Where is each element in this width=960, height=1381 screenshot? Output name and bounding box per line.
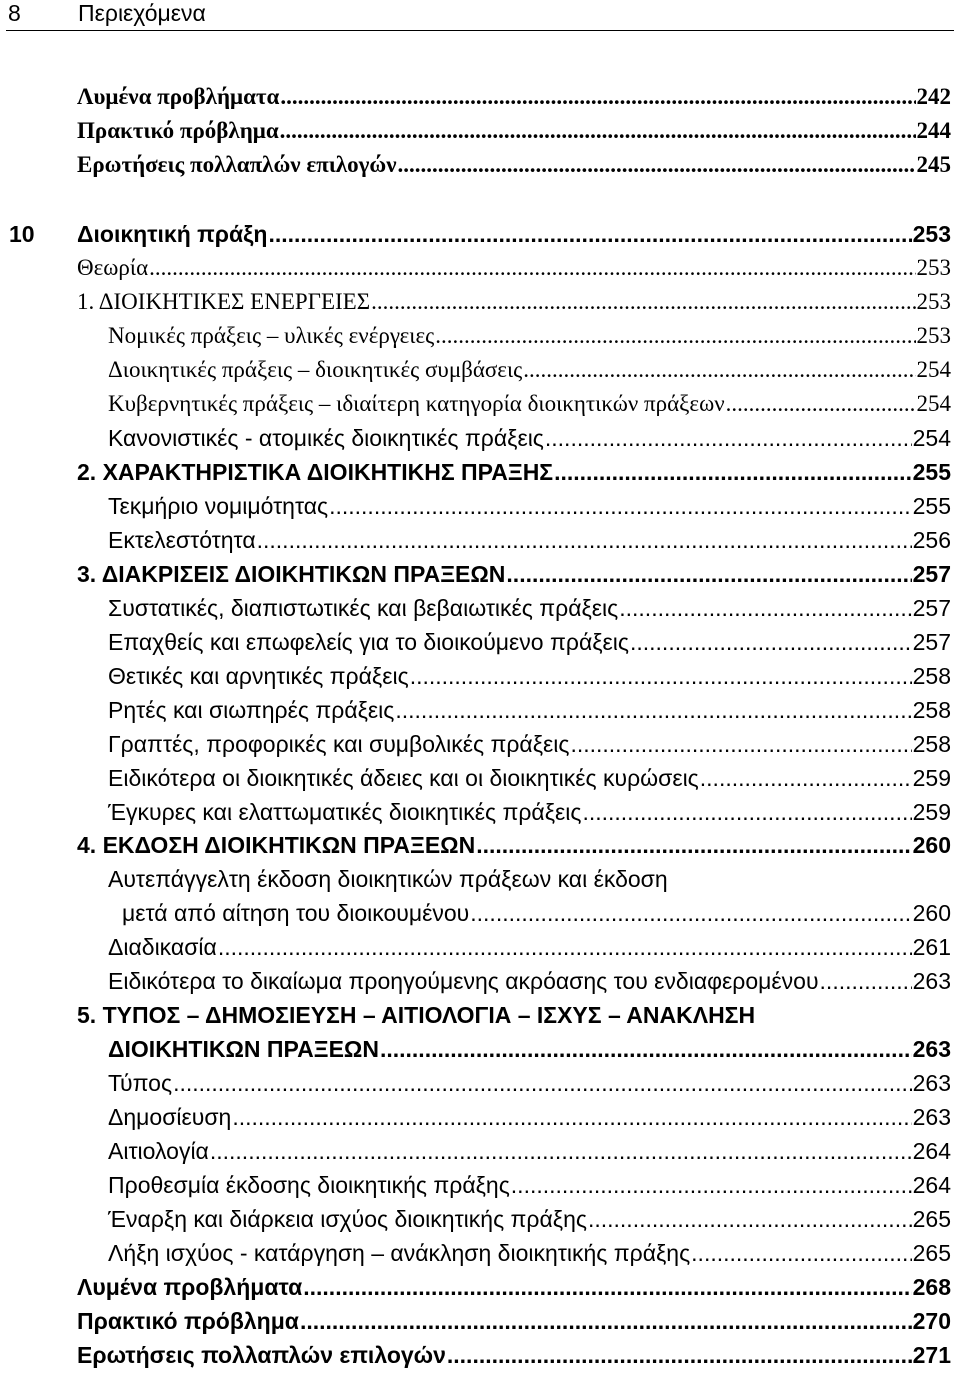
toc-entry-page: 258 bbox=[912, 663, 951, 689]
toc-entry[interactable] bbox=[0, 321, 960, 353]
toc-entry[interactable] bbox=[0, 1238, 960, 1270]
toc-entry-title: Ρητές και σιωπηρές πράξεις bbox=[108, 697, 395, 723]
dot-leader bbox=[726, 389, 916, 419]
toc-entry-title: Έναρξη και διάρκεια ισχύος διοικητικής πράξης bbox=[108, 1206, 587, 1232]
dot-leader bbox=[506, 559, 911, 589]
toc-entry-title: Εκτελεστότητα bbox=[108, 527, 256, 553]
toc-entry-title: Δημοσίευση bbox=[108, 1104, 232, 1130]
toc-entry[interactable] bbox=[0, 457, 960, 489]
toc-entry-title: Διοικητικές πράξεις – διοικητικές συμβάσεις bbox=[108, 357, 523, 382]
toc-entry-page: 264 bbox=[912, 1138, 951, 1164]
toc-entry-page: 265 bbox=[912, 1240, 951, 1266]
toc-entry[interactable] bbox=[0, 287, 960, 319]
toc-entry-title: Διαδικασία bbox=[108, 934, 217, 960]
toc-entry-page: 257 bbox=[912, 629, 951, 655]
toc-entry[interactable] bbox=[0, 389, 960, 421]
toc-entry-page: 242 bbox=[916, 84, 951, 109]
toc-entry-page: 255 bbox=[912, 459, 951, 485]
toc-entry[interactable] bbox=[0, 1034, 960, 1066]
toc-entry-page: 253 bbox=[912, 221, 951, 247]
dot-leader bbox=[371, 287, 915, 317]
toc-entry-title: Πρακτικό πρόβλημα bbox=[77, 118, 279, 143]
dot-leader bbox=[470, 898, 911, 928]
toc-entry-title: Ειδικότερα οι διοικητικές άδειες και οι διοικητικές κυρώσεις bbox=[108, 765, 699, 791]
toc-entry-page: 254 bbox=[916, 357, 951, 382]
header-page-number: 8 bbox=[8, 0, 21, 26]
toc-entry-page: 257 bbox=[912, 561, 951, 587]
toc-entry[interactable] bbox=[0, 219, 960, 251]
toc-entry[interactable] bbox=[0, 695, 960, 727]
dot-leader bbox=[173, 1068, 912, 1098]
dot-leader bbox=[545, 423, 912, 453]
toc-entry[interactable] bbox=[0, 1306, 960, 1338]
toc-entry-page: 263 bbox=[912, 1104, 951, 1130]
dot-leader bbox=[395, 695, 911, 725]
toc-entry-page: 254 bbox=[912, 425, 951, 451]
toc-entry-title: Συστατικές, διαπιστωτικές και βεβαιωτικές πράξεις bbox=[108, 595, 619, 621]
toc-entry[interactable] bbox=[0, 627, 960, 659]
dot-leader bbox=[554, 457, 912, 487]
toc-entry-page: 259 bbox=[912, 799, 951, 825]
toc-entry[interactable] bbox=[0, 525, 960, 557]
toc-entry[interactable] bbox=[0, 932, 960, 964]
toc-entry-title: ΔΙΟΙΚΗΤΙΚΩΝ ΠΡΑΞΕΩΝ bbox=[108, 1036, 379, 1062]
running-header bbox=[6, 0, 954, 31]
toc-entry-page: 260 bbox=[912, 832, 951, 858]
toc-entry-title: Ειδικότερα το δικαίωμα προηγούμενης ακρόασης του ενδιαφερομένου bbox=[108, 968, 819, 994]
toc-entry-page: 271 bbox=[912, 1342, 951, 1368]
toc-entry-page: 255 bbox=[912, 493, 951, 519]
toc-entry-title: Νομικές πράξεις – υλικές ενέργειες bbox=[108, 323, 435, 348]
toc-entry-page: 257 bbox=[912, 595, 951, 621]
toc-entry-page: 245 bbox=[916, 152, 951, 177]
dot-leader bbox=[257, 525, 912, 555]
toc-entry-page: 253 bbox=[916, 289, 951, 314]
toc-entry-title: Έγκυρες και ελαττωματικές διοικητικές πράξεις bbox=[108, 799, 582, 825]
toc-entry[interactable] bbox=[0, 593, 960, 625]
dot-leader bbox=[232, 1102, 911, 1132]
toc-entry-title: Κανονιστικές - ατομικές διοικητικές πράξεις bbox=[108, 425, 544, 451]
toc-entry-title: Κυβερνητικές πράξεις – ιδιαίτερη κατηγορία διοικητικών πράξεων bbox=[108, 391, 725, 416]
toc-entry-page: 261 bbox=[912, 934, 951, 960]
toc-entry-number: 10 bbox=[9, 221, 35, 247]
toc-entry[interactable] bbox=[0, 830, 960, 862]
toc-entry[interactable] bbox=[0, 1204, 960, 1236]
toc-entry[interactable] bbox=[0, 423, 960, 455]
toc-entry[interactable] bbox=[0, 763, 960, 795]
toc-entry-title: Θετικές και αρνητικές πράξεις bbox=[108, 663, 409, 689]
toc-entry-page: 258 bbox=[912, 731, 951, 757]
dot-leader bbox=[691, 1238, 911, 1268]
toc-entry-page: 259 bbox=[912, 765, 951, 791]
dot-leader bbox=[300, 1306, 912, 1336]
dot-leader bbox=[523, 355, 915, 385]
toc-entry-page: 253 bbox=[916, 323, 951, 348]
toc-entry[interactable] bbox=[0, 1272, 960, 1304]
toc-entry-page: 263 bbox=[912, 1036, 951, 1062]
toc-entry-title: Θεωρία bbox=[77, 255, 149, 280]
toc-entry-title: Αιτιολογία bbox=[108, 1138, 209, 1164]
toc-entry-title: Λήξη ισχύος - κατάργηση – ανάκληση διοικητικής πράξης bbox=[108, 1240, 691, 1266]
dot-leader bbox=[630, 627, 912, 657]
dot-leader bbox=[700, 763, 912, 793]
toc-entry[interactable] bbox=[0, 355, 960, 387]
toc-entry-title: μετά από αίτηση του διοικουμένου bbox=[122, 900, 470, 926]
dot-leader bbox=[476, 830, 911, 860]
dot-leader bbox=[303, 1272, 911, 1302]
toc-entry[interactable] bbox=[0, 966, 960, 998]
toc-entry-page: 264 bbox=[912, 1172, 951, 1198]
toc-entry-page: 254 bbox=[916, 391, 951, 416]
toc-entry-title: 2. ΧΑΡΑΚΤΗΡΙΣΤΙΚΑ ΔΙΟΙΚΗΤΙΚΗΣ ΠΡΑΞΗΣ bbox=[77, 459, 554, 485]
toc-entry[interactable] bbox=[0, 559, 960, 591]
toc-entry-title: Αυτεπάγγελτη έκδοση διοικητικών πράξεων και έκδοση bbox=[108, 866, 668, 892]
dot-leader bbox=[619, 593, 911, 623]
toc-entry[interactable] bbox=[0, 1000, 960, 1032]
toc-entry-title: Διοικητική πράξη bbox=[77, 221, 268, 247]
dot-leader bbox=[149, 253, 915, 283]
dot-leader bbox=[435, 321, 915, 351]
toc-entry-page: 268 bbox=[912, 1274, 951, 1300]
dot-leader bbox=[210, 1136, 912, 1166]
toc-entry[interactable] bbox=[0, 253, 960, 285]
toc-entry-title: 1. ΔΙΟΙΚΗΤΙΚΕΣ ΕΝΕΡΓΕΙΕΣ bbox=[77, 289, 371, 314]
toc-entry-page: 244 bbox=[916, 118, 951, 143]
toc-entry-title: Ερωτήσεις πολλαπλών επιλογών bbox=[77, 1342, 446, 1368]
dot-leader bbox=[447, 1340, 912, 1370]
toc-entry-page: 263 bbox=[912, 968, 951, 994]
toc-entry-page: 265 bbox=[912, 1206, 951, 1232]
toc-entry-title: 3. ΔΙΑΚΡΙΣΕΙΣ ΔΙΟΙΚΗΤΙΚΩΝ ΠΡΑΞΕΩΝ bbox=[77, 561, 506, 587]
dot-leader bbox=[820, 966, 912, 996]
toc-entry[interactable] bbox=[0, 729, 960, 761]
toc-entry[interactable] bbox=[0, 864, 960, 896]
toc-entry[interactable] bbox=[0, 491, 960, 523]
toc-entry[interactable] bbox=[0, 661, 960, 693]
dot-leader bbox=[380, 1034, 912, 1064]
toc-entry-title: 5. ΤΥΠΟΣ – ΔΗΜΟΣΙΕΥΣΗ – ΑΙΤΙΟΛΟΓΙΑ – ΙΣΧΥΣ – ΑΝΑΚΛΗΣΗ bbox=[77, 1002, 756, 1028]
toc-entry-page: 260 bbox=[912, 900, 951, 926]
toc-entry[interactable] bbox=[0, 1068, 960, 1100]
dot-leader bbox=[511, 1170, 912, 1200]
toc-entry[interactable] bbox=[0, 150, 960, 182]
dot-leader bbox=[582, 797, 911, 827]
toc-entry-page: 253 bbox=[916, 255, 951, 280]
dot-leader bbox=[218, 932, 912, 962]
toc-entry-page: 270 bbox=[912, 1308, 951, 1334]
dot-leader bbox=[410, 661, 912, 691]
toc-entry-title: Τύπος bbox=[108, 1070, 173, 1096]
toc-entry-title: Τεκμήριο νομιμότητας bbox=[108, 493, 329, 519]
toc-entry[interactable] bbox=[0, 1102, 960, 1134]
toc-entry-title: Γραπτές, προφορικές και συμβολικές πράξεις bbox=[108, 731, 570, 757]
toc-entry[interactable] bbox=[0, 116, 960, 148]
toc-entry-page: 263 bbox=[912, 1070, 951, 1096]
toc-entry[interactable] bbox=[0, 1170, 960, 1202]
toc-entry-title: 4. ΕΚΔΟΣΗ ΔΙΟΙΚΗΤΙΚΩΝ ΠΡΑΞΕΩΝ bbox=[77, 832, 476, 858]
toc-entry-title: Προθεσμία έκδοσης διοικητικής πράξης bbox=[108, 1172, 510, 1198]
toc-entry-page: 258 bbox=[912, 697, 951, 723]
dot-leader bbox=[280, 116, 916, 146]
dot-leader bbox=[570, 729, 911, 759]
toc-entry-title: Ερωτήσεις πολλαπλών επιλογών bbox=[77, 152, 397, 177]
dot-leader bbox=[398, 150, 916, 180]
header-title: Περιεχόμενα bbox=[78, 0, 206, 26]
toc-entry[interactable] bbox=[0, 82, 960, 114]
toc-entry[interactable] bbox=[0, 797, 960, 829]
dot-leader bbox=[588, 1204, 912, 1234]
dot-leader bbox=[268, 219, 911, 249]
dot-leader bbox=[329, 491, 912, 521]
toc-entry-title: Λυμένα προβλήματα bbox=[77, 1274, 303, 1300]
toc-entry[interactable] bbox=[0, 1340, 960, 1372]
toc-entry[interactable] bbox=[0, 1136, 960, 1168]
toc-entry-title: Επαχθείς και επωφελείς για το διοικούμενο πράξεις bbox=[108, 629, 629, 655]
dot-leader bbox=[280, 82, 915, 112]
toc-entry-title: Πρακτικό πρόβλημα bbox=[77, 1308, 299, 1334]
toc-entry[interactable] bbox=[0, 898, 960, 930]
toc-entry-page: 256 bbox=[912, 527, 951, 553]
toc-entry-title: Λυμένα προβλήματα bbox=[77, 84, 280, 109]
